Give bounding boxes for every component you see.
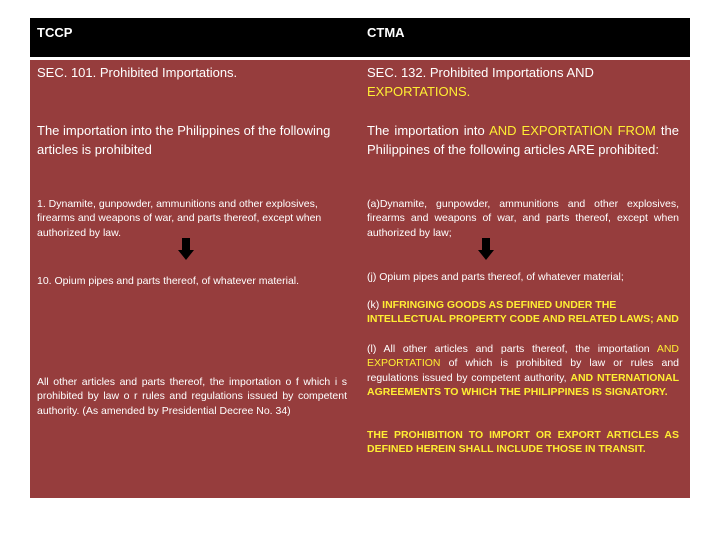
- tccp-item-10: 10. Opium pipes and parts thereof, of whatever material.: [37, 275, 300, 287]
- arrow-down-icon: [478, 238, 494, 260]
- tccp-other: All other articles and parts thereof, the importation o f which i s prohibited by law o r rules and regulations issued by competent authority. (As amended by Presidential Decree No. 34): [37, 376, 347, 417]
- tccp-item-1: 1. Dynamite, gunpowder, ammunitions and other explosives, firearms and weapons of war, and parts thereof, except when authorized by law.: [37, 198, 322, 239]
- ctma-item-j: (j) Opium pipes and parts thereof, of whatever material;: [367, 271, 624, 283]
- ctma-section: SEC. 132. Prohibited Importations AND EXPORTATIONS.: [367, 65, 594, 99]
- ctma-item-a: (a)Dynamite, gunpowder, ammunitions and other explosives, firearms and weapons of war, and parts thereof, except when authorized by law;: [367, 198, 679, 239]
- header-tccp: TCCP: [37, 25, 73, 40]
- ctma-transit: THE PROHIBITION TO IMPORT OR EXPORT ARTICLES AS DEFINED HEREIN SHALL INCLUDE THOSE IN TRANSIT.: [367, 429, 679, 456]
- ctma-intro: The importation into AND EXPORTATION FROM the Philippines of the following articles ARE prohibited:: [367, 123, 679, 157]
- tccp-section: SEC. 101. Prohibited Importations.: [37, 65, 238, 80]
- header-ctma: CTMA: [367, 25, 405, 40]
- ctma-item-k: (k) INFRINGING GOODS AS DEFINED UNDER THE INTELLECTUAL PROPERTY CODE AND RELATED LAWS; AND: [367, 299, 679, 326]
- arrow-down-icon: [178, 238, 194, 260]
- ctma-item-l: (l) All other articles and parts thereof, the importation AND EXPORTATION of which is prohibited by law or rules and regulations issued by competent authority, AND NTERNATIONAL AGREEMENTS TO WHICH THE PHILIPPINES IS SIGNATORY.: [367, 343, 680, 398]
- tccp-intro: The importation into the Philippines of the following articles is prohibited: [37, 123, 331, 157]
